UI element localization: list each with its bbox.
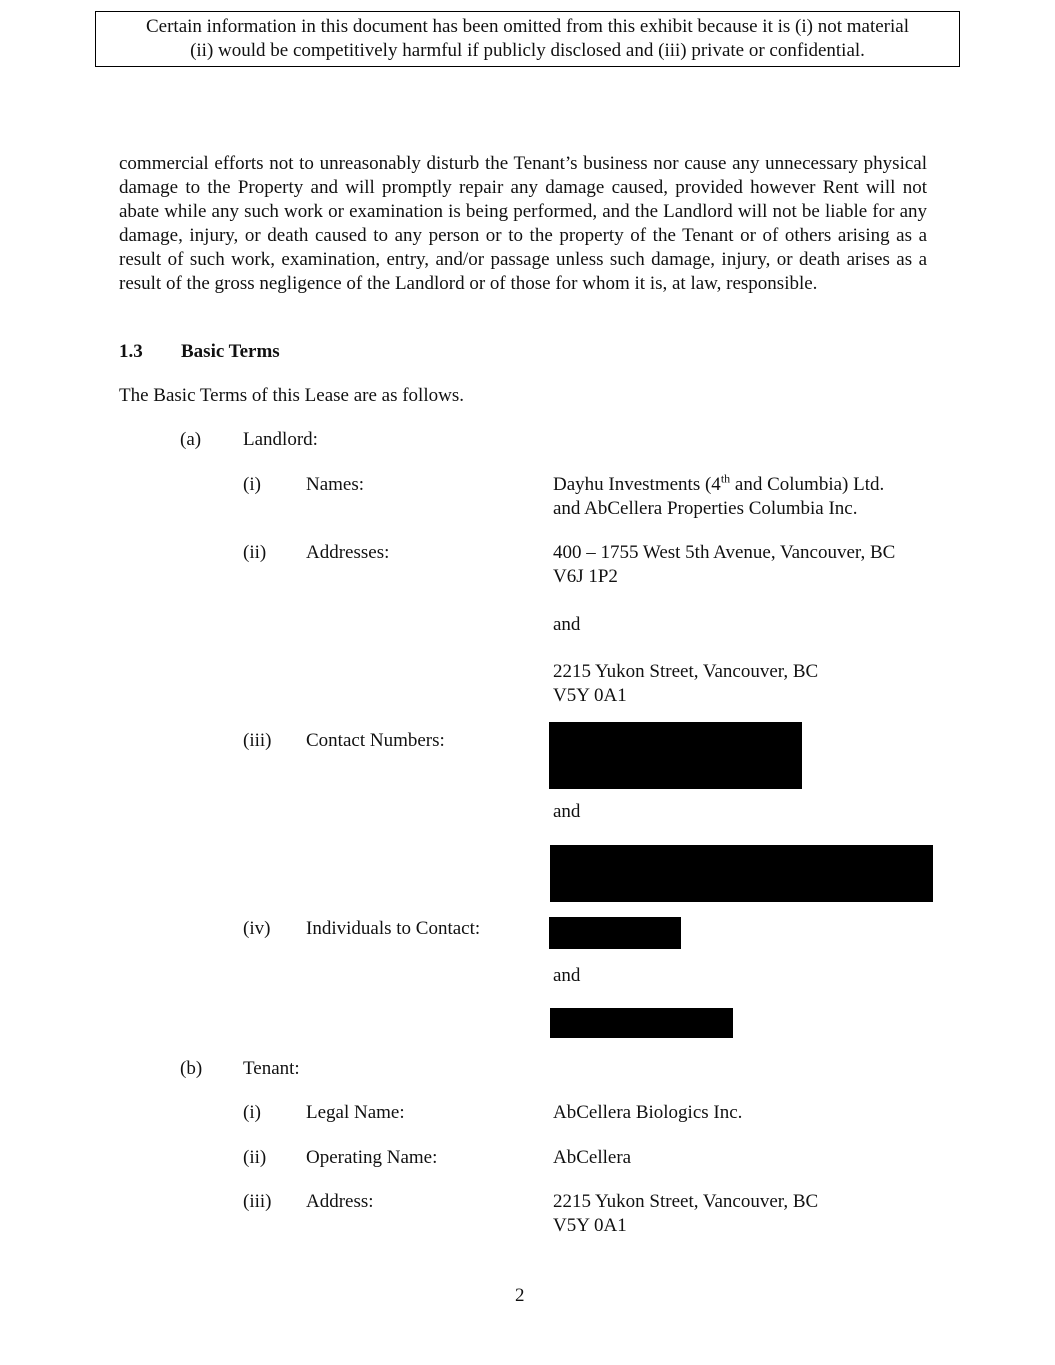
landlord-address-1-line-2: V6J 1P2: [553, 566, 618, 587]
tenant-operating-name-value: AbCellera: [553, 1147, 632, 1168]
landlord-address-2-line-2: V5Y 0A1: [553, 685, 627, 706]
landlord-heading: Landlord:: [243, 429, 318, 450]
landlord-marker: (a): [180, 429, 202, 450]
tenant-legal-name-marker: (i): [243, 1102, 261, 1123]
landlord-address-1-line-1: 400 – 1755 West 5th Avenue, Vancouver, BC: [553, 542, 896, 563]
tenant-legal-name-value: AbCellera Biologics Inc.: [553, 1102, 743, 1123]
tenant-operating-name-marker: (ii): [243, 1147, 267, 1168]
page-number: 2: [515, 1285, 525, 1306]
tenant-address-marker: (iii): [243, 1191, 272, 1212]
redaction-block: [549, 722, 802, 789]
tenant-legal-name-label: Legal Name:: [306, 1102, 405, 1123]
tenant-heading: Tenant:: [243, 1058, 300, 1079]
landlord-names-line-1: Dayhu Investments (4th and Columbia) Ltd.: [553, 471, 885, 495]
landlord-contact-numbers-marker: (iii): [243, 730, 272, 751]
landlord-address-2-line-1: 2215 Yukon Street, Vancouver, BC: [553, 661, 819, 682]
landlord-addresses-and: and: [553, 614, 581, 635]
tenant-address-label: Address:: [306, 1191, 374, 1212]
landlord-names-line-2: and AbCellera Properties Columbia Inc.: [553, 498, 858, 519]
notice-line-1: Certain information in this document has been omitted from this exhibit because it is (i) not material: [146, 16, 909, 37]
redaction-block: [549, 917, 681, 949]
notice-line-2: (ii) would be competitively harmful if publicly disclosed and (iii) private or confidential.: [190, 40, 865, 61]
intro-text: The Basic Terms of this Lease are as follows.: [119, 385, 464, 406]
landlord-individuals-label: Individuals to Contact:: [306, 918, 481, 939]
landlord-contact-numbers-and: and: [553, 801, 581, 822]
continuation-paragraph: commercial efforts not to unreasonably disturb the Tenant’s business nor cause any unnecessary physical damage to the Property and will promptly repair any damage caused, provided however Rent will not abate while any such work or examination is being performed, and the Landlord will not be liable for any damage, injury, or death caused to any person or to the property of the Tenant or of others arising as a result of such work, examination, entry, and/or passage unless such damage, injury, or death arises as a result of the gross negligence of the Landlord or of those for whom it is, at law, responsible.: [119, 153, 927, 294]
section-number: 1.3: [119, 341, 143, 362]
landlord-names-marker: (i): [243, 474, 261, 495]
landlord-individuals-marker: (iv): [243, 918, 271, 939]
tenant-marker: (b): [180, 1058, 203, 1079]
tenant-address-line-1: 2215 Yukon Street, Vancouver, BC: [553, 1191, 819, 1212]
tenant-operating-name-label: Operating Name:: [306, 1147, 438, 1168]
landlord-addresses-marker: (ii): [243, 542, 267, 563]
section-title: Basic Terms: [181, 341, 280, 362]
redaction-block: [550, 1008, 733, 1038]
tenant-address-line-2: V5Y 0A1: [553, 1215, 627, 1236]
landlord-addresses-label: Addresses:: [306, 542, 390, 563]
confidentiality-notice: [95, 11, 960, 67]
landlord-contact-numbers-label: Contact Numbers:: [306, 730, 445, 751]
redaction-block: [550, 845, 933, 902]
landlord-names-label: Names:: [306, 474, 365, 495]
landlord-individuals-and: and: [553, 965, 581, 986]
